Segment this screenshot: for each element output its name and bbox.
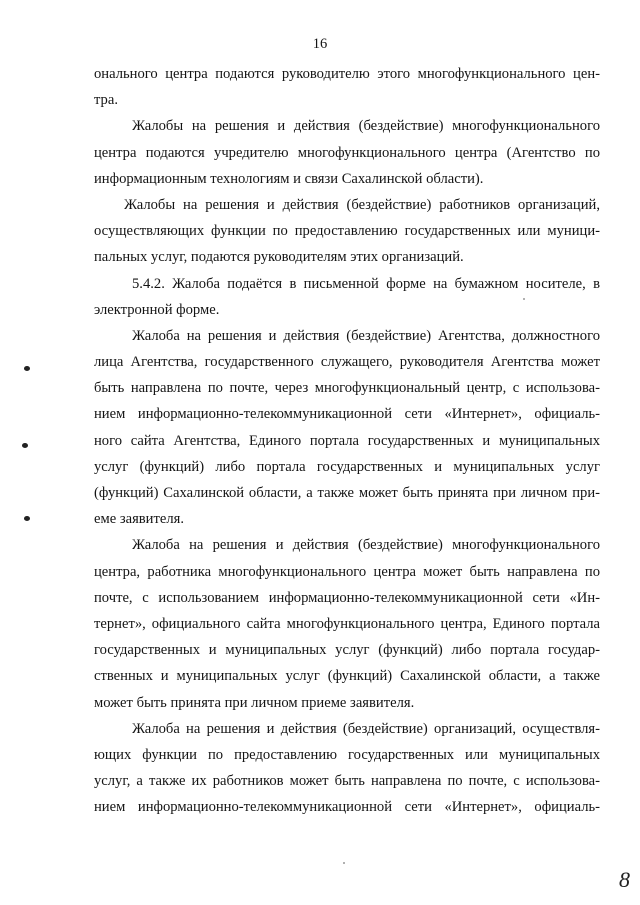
text-line: тра. — [94, 92, 118, 109]
scan-speck — [523, 298, 525, 300]
text-line: центра, работника многофункционального центра может быть направлена по — [94, 563, 600, 580]
text-line: центра подаются учредителю многофункционального центра (Агентство по — [94, 144, 600, 161]
margin-dot-2 — [22, 443, 28, 448]
text-line: ного сайта Агентства, Единого портала государственных и муниципальных — [94, 432, 600, 449]
text-line: информационным технологиям и связи Сахалинской области). — [94, 170, 484, 187]
text-line: (функций) Сахалинской области, а также может быть принята при личном при- — [94, 485, 600, 501]
text-line: почте, с использованием информационно-телекоммуникационной сети «Ин- — [94, 589, 600, 606]
text-line: 5.4.2. Жалоба подаётся в письменной форме на бумажном носителе, в — [132, 275, 600, 292]
text-line: быть направлена по почте, через многофункциональный центр, с использова- — [94, 380, 600, 397]
scan-speck — [343, 862, 345, 864]
text-line: нием информационно-телекоммуникационной сети «Интернет», официаль- — [94, 799, 600, 816]
body-text — [94, 61, 600, 820]
text-line: Жалобы на решения и действия (бездействие) работников организаций, — [124, 196, 600, 213]
text-line: услуг, а также их работников может быть направлена по почте, с использова- — [94, 773, 600, 790]
text-line: электронной форме. — [94, 301, 220, 318]
margin-dot-1 — [24, 366, 30, 371]
text-line: государственных и муниципальных услуг (функций) либо портала государ- — [94, 642, 600, 659]
text-line: Жалоба на решения и действия (бездействие) многофункционального — [132, 537, 600, 554]
text-line: может быть принята при личном приеме заявителя. — [94, 694, 415, 711]
text-line: ственных и муниципальных услуг (функций) Сахалинской области, а также — [94, 668, 600, 685]
text-line: Жалоба на решения и действия (бездействие) организаций, осуществля- — [132, 720, 600, 737]
text-line: тернет», официального сайта многофункционального центра, Единого портала — [94, 615, 600, 632]
text-line: еме заявителя. — [94, 511, 184, 528]
text-line: осуществляющих функции по предоставлению государственных или муници- — [94, 223, 600, 240]
text-line: ющих функции по предоставлению государственных или муниципальных — [94, 746, 600, 763]
text-line: Жалоба на решения и действия (бездействие) Агентства, должностного — [132, 327, 600, 344]
text-line: нием информационно-телекоммуникационной сети «Интернет», официаль- — [94, 406, 600, 423]
page-number: 16 — [312, 36, 328, 52]
text-line: услуг (функций) либо портала государственных и муниципальных услуг — [94, 458, 600, 475]
handwritten-page-mark: 8 — [619, 867, 630, 892]
text-line: Жалобы на решения и действия (бездействие) многофункционального — [132, 118, 600, 135]
text-line: лица Агентства, государственного служащего, руководителя Агентства может — [94, 354, 600, 371]
text-line: онального центра подаются руководителю этого многофункционального цен- — [94, 66, 600, 82]
text-line: пальных услуг, подаются руководителям этих организаций. — [94, 249, 464, 266]
margin-dot-3 — [24, 516, 30, 521]
